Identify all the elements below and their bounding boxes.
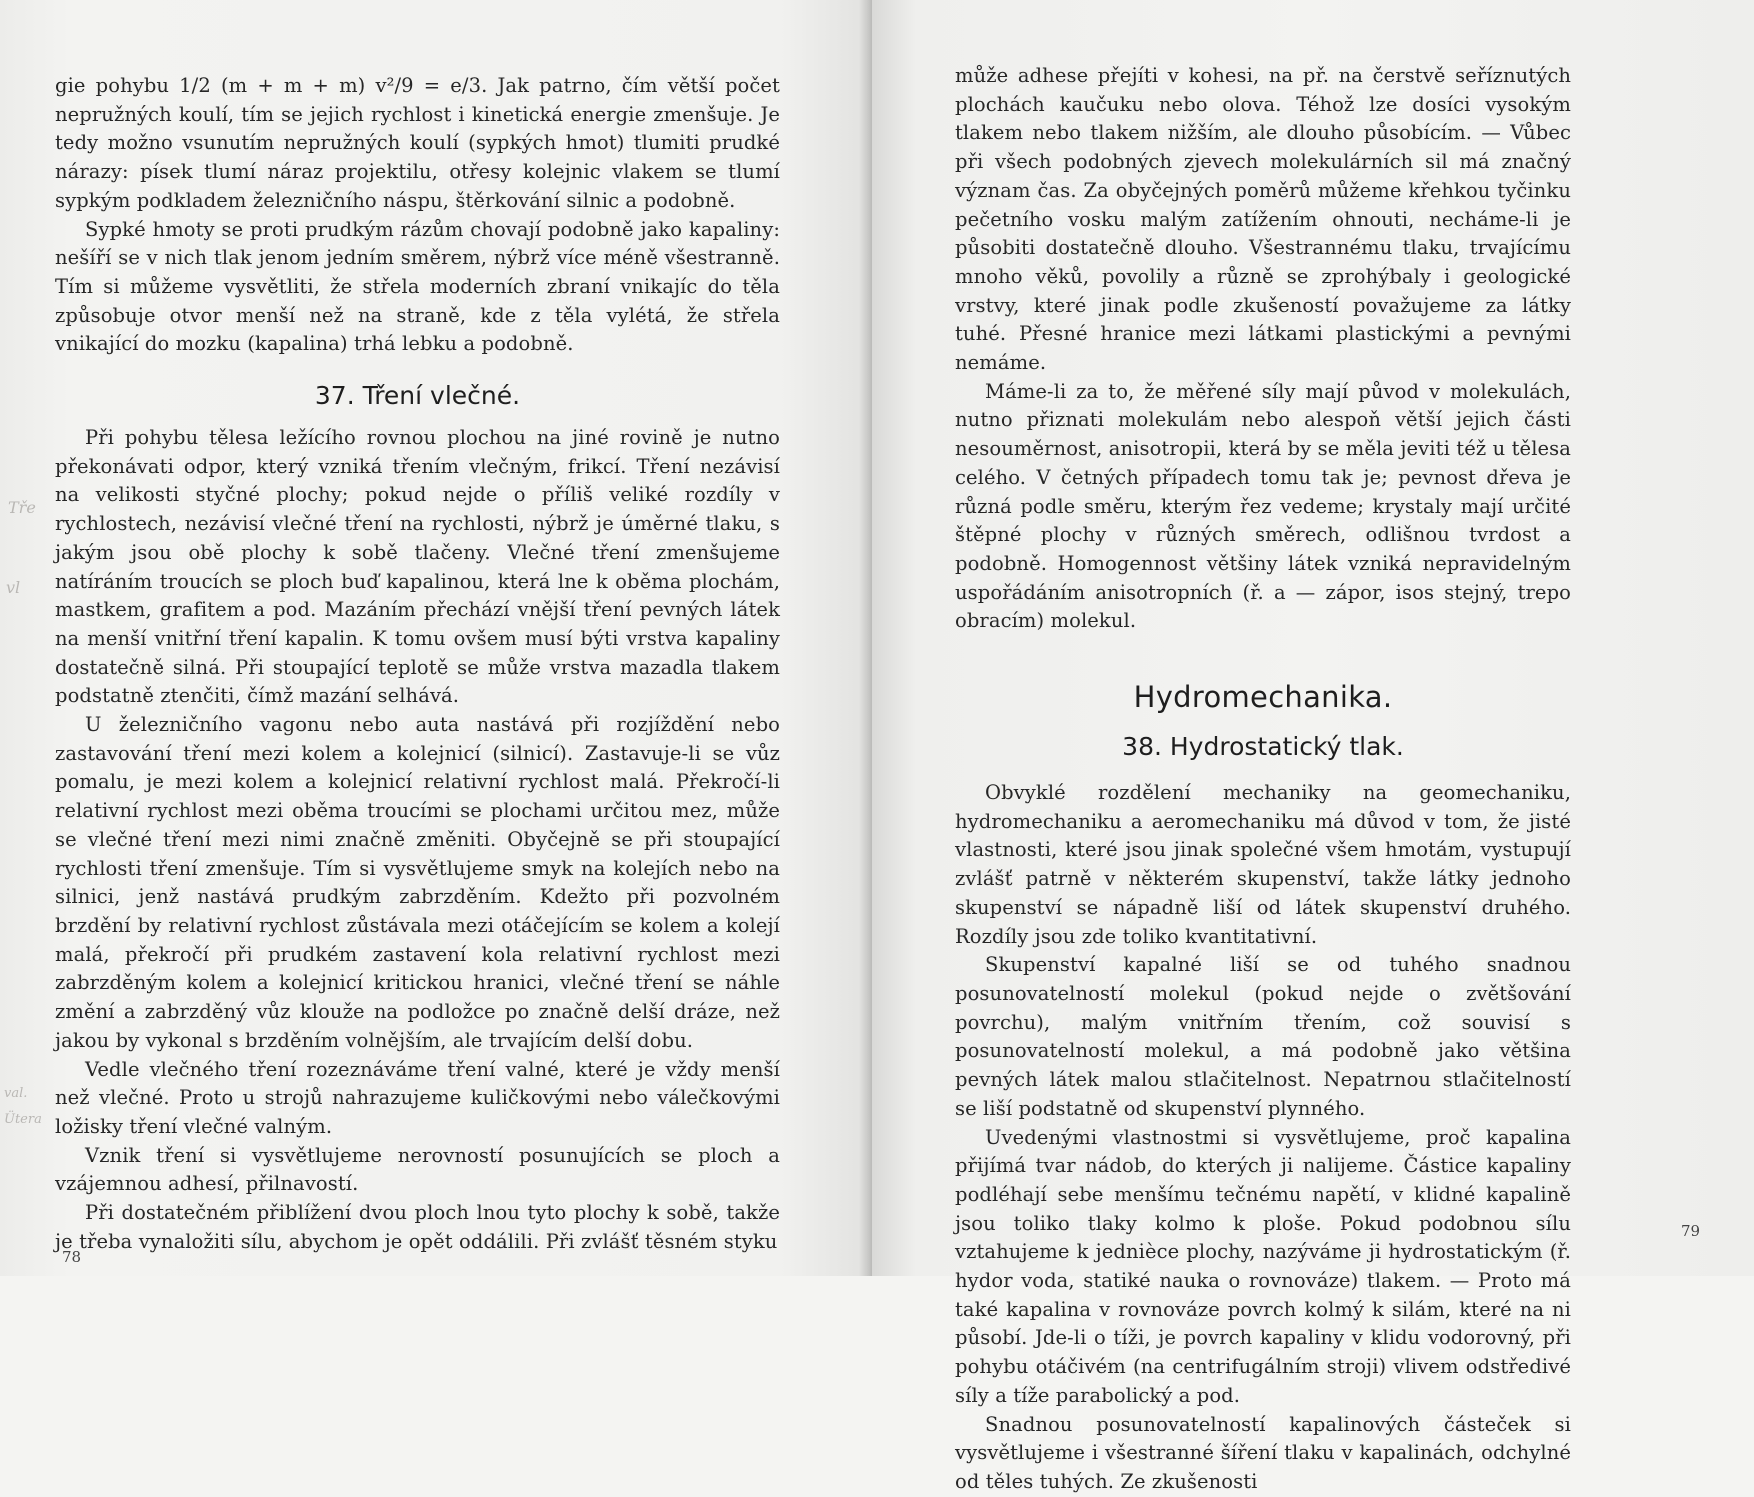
left-page-text xyxy=(55,72,780,1256)
paragraph: může adhese přejíti v kohesi, na př. na čerstvě seříznutých plochách kaučuku nebo olova. Téhož lze dosíci vysokým tlakem nebo tlakem nižším, ale dlouho působícím. — Vůbec při všech podobných zjevech molekulárních sil má značný význam čas. Za obyčejných poměrů můžeme křehkou tyčinku pečetního vosku malým zatížením ohnouti, necháme-li je působiti dostatečně dlouho. Všestrannému tlaku, trvajícímu mnoho věků, povolily a různě se zprohýbaly i geologické vrstvy, které jinak podle zkušeností považujeme za látky tuhé. Přesné hranice mezi látkami plastickými a pevnými nemáme. xyxy=(955,64,1571,375)
paragraph: Sypké hmoty se proti prudkým rázům chovají podobně jako kapaliny: nešíří se v nich tlak jenom jedním směrem, nýbrž více méně všestranně. Tím si můžeme vysvětliti, že střela moderních zbraní vnikajíc do těla způsobuje otvor menší než na straně, kde z těla vylétá, že střela vnikající do mozku (kapalina) trhá lebku a podobně. xyxy=(55,217,780,356)
right-page-text xyxy=(955,62,1571,1497)
paragraph: Obvyklé rozdělení mechaniky na geomechaniku, hydromechaniku a aeromechaniku má důvod v tom, že jisté vlastnosti, které jsou jinak společné všem hmotám, vystupují zvlášť patrně v některém skupenství, takže látky jednoho skupenství se nápadně liší od látek skupenství druhého. Rozdíly jsou zde toliko kvantitativní. xyxy=(955,781,1571,948)
paragraph: gie pohybu 1/2 (m + m + m) v²/9 = e/3. Jak patrno, čím větší počet nepružných koulí, tím se jejich rychlost i kinetická energie zmenšuje. Je tedy možno vsunutím nepružných koulí (sypkých hmot) tlumiti prudké nárazy: písek tlumí náraz projektilu, otřesy kolejnic vlakem se tlumí sypkým podkladem železničního náspu, štěrkování silnic a podobně. xyxy=(55,74,780,212)
paragraph: U železničního vagonu nebo auta nastává při rozjíždění nebo zastavování tření mezi kolem a kolejnicí (silnicí). Zastavuje-li se vůz pomalu, je mezi kolem a kolejnicí relativní rychlost malá. Překročí-li relativní rychlost mezi oběma troucími se plochami určitou mez, může se vlečné tření mezi nimi značně změniti. Obyčejně se při stoupající rychlosti tření zmenšuje. Tím si vysvětlujeme smyk na kolejích nebo na silnici, jenž nastává prudkým zabrzděním. Kdežto při pozvolném brzdění by relativní rychlost zůstávala mezi otáčejícím se kolem a kolejí malá, překročí při prudkém zastavení kola relativní rychlost mezi zabrzděným kolem a kolejnicí kritickou hranici, vlečné tření se náhle změní a zabrzděný vůz klouže na podložce po značně delší dráze, než jakou by vykonal s brzděním volnějším, ale trvajícím delší dobu. xyxy=(55,713,780,1052)
margin-note: val. xyxy=(4,1086,28,1101)
right-page xyxy=(872,0,1754,1493)
section-heading-38: 38. Hydrostatický tlak. xyxy=(1122,732,1404,762)
left-page xyxy=(0,0,868,1276)
paragraph: Vedle vlečného tření rozeznáváme tření valné, které je vždy menší než vlečné. Proto u strojů nahrazujeme kuličkovými nebo válečkovými ložisky tření vlečné valným. xyxy=(55,1057,780,1138)
part-heading: Hydromechanika. xyxy=(1133,680,1393,715)
paragraph: Skupenství kapalné liší se od tuhého snadnou posunovatelností molekul (pokud nejde o zvětšování povrchu), malým vnitřním třením, což souvisí s posunovatelností molekul, a má podobně jako většina pevných látek malou stlačitelnost. Nepatrnou stlačitelností se liší podstatně od skupenství plynného. xyxy=(955,953,1571,1120)
paragraph: Uvedenými vlastnostmi si vysvětlujeme, proč kapalina přijímá tvar nádob, do kterých ji nalijeme. Částice kapaliny podléhají sebe menšímu tečnému napětí, v klidné kapalině jsou toliko tlaky kolmo k ploše. Pokud podobnou sílu vztahujeme k jednièce plochy, nazýváme ji hydrostatickým (ř. hydor voda, statiké nauka o rovnováze) tlakem. — Proto má také kapalina v rovnováze povrch kolmý k silám, které na ni působí. Jde-li o tíži, je povrch kapaliny v klidu vodorovný, při pohybu otáčivém (na centrifugálním stroji) vlivem odstředivé síly a tíže parabolický a pod. xyxy=(955,1125,1571,1407)
paragraph: Při dostatečném přiblížení dvou ploch lnou tyto plochy k sobě, takže je třeba vynaložiti sílu, abychom je opět oddálili. Při zvlášť těsném styku xyxy=(55,1201,780,1253)
paragraph: Máme-li za to, že měřené síly mají původ v molekulách, nutno přiznati molekulám nebo alespoň větší jejich části nesouměrnost, anisotropii, která by se měla jeviti též u tělesa celého. V četných případech tomu tak je; pevnost dřeva je různá podle směru, kterým řez vedeme; krystaly mají určité štěpné plochy v různých směrech, odlišnou tvrdost a podobně. Homogennost většiny látek vzniká nepravidelným uspořádáním anisotropních (ř. a — zápor, isos stejný, trepo obracím) molekul. xyxy=(955,379,1571,633)
paragraph: Snadnou posunovatelností kapalinových částeček si vysvětlujeme i všestranné šíření tlaku v kapalinách, odchylné od těles tuhých. Ze zkušenosti xyxy=(955,1412,1571,1493)
margin-note: Ütera xyxy=(4,1112,42,1127)
page-number-right: 79 xyxy=(1681,1222,1701,1240)
paragraph: Vznik tření si vysvětlujeme nerovností posunujících se ploch a vzájemnou adhesí, přilnavostí. xyxy=(55,1143,780,1196)
margin-note: vl xyxy=(6,578,21,597)
page-number-left: 78 xyxy=(62,1248,82,1266)
section-heading-37: 37. Tření vlečné. xyxy=(314,381,521,411)
paragraph: Při pohybu tělesa ležícího rovnou plochou na jiné rovině je nutno překonávati odpor, který vzniká třením vlečným, frikcí. Tření nezávisí na velikosti styčné plochy; pokud nejde o příliš veliké rozdíly v rychlostech, nezávisí vlečné tření na rychlosti, nýbrž je úměrné tlaku, s jakým jsou obě plochy k sobě tlačeny. Vlečné tření zmenšujeme natíráním troucích se ploch buď kapalinou, která lne k oběma plochám, mastkem, grafitem a pod. Mazáním přechází vnější tření pevných látek na menší vnitřní tření kapalin. K tomu ovšem musí býti vrstva kapaliny dostatečně silná. Při stoupající teplotě se může vrstva mazadla tlakem podstatně ztenčiti, čímž mazání selhává. xyxy=(55,426,780,708)
margin-note: Tře xyxy=(8,498,36,517)
